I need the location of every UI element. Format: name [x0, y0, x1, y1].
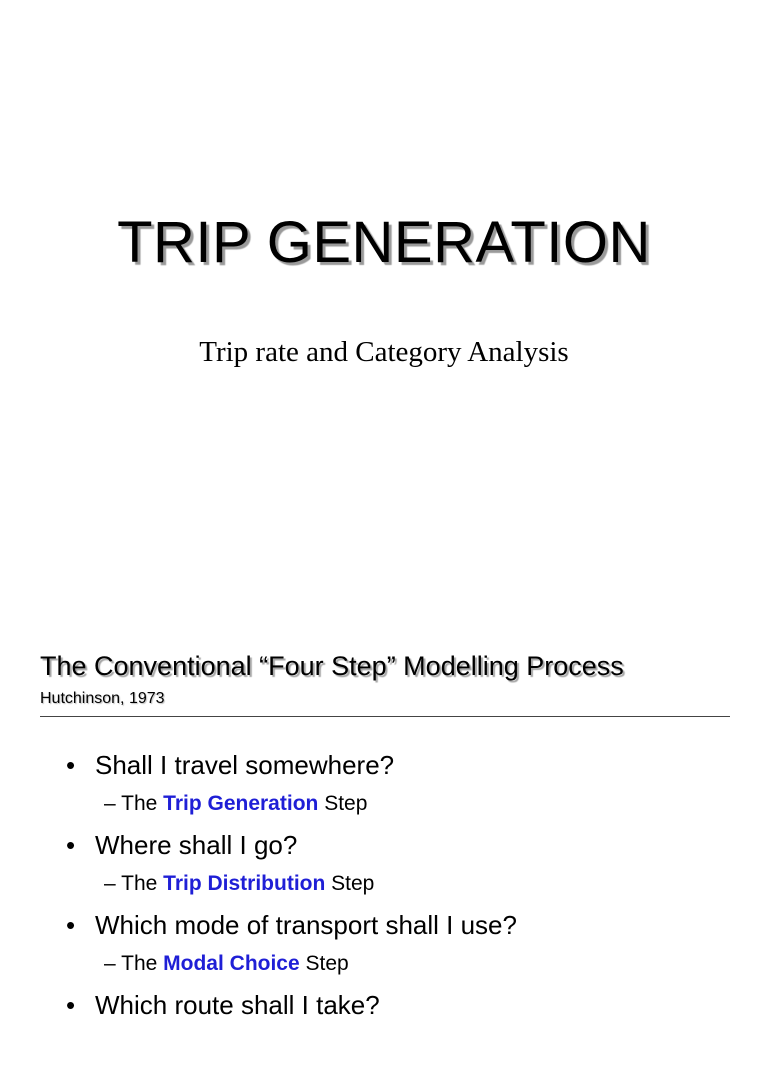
bullet-icon: •: [66, 910, 76, 940]
step-name: Trip Distribution: [163, 872, 326, 895]
step-name: Trip Generation: [163, 792, 319, 815]
step-prefix: – The: [104, 872, 164, 895]
list-item: [0, 826, 768, 906]
section-author: Hutchinson, 1973: [40, 690, 165, 707]
list-item: [0, 746, 768, 826]
step-prefix: – The: [104, 952, 164, 975]
step-prefix: – The: [104, 792, 164, 815]
question-text: Where shall I go?: [95, 830, 298, 860]
question-text: Which mode of transport shall I use?: [95, 910, 517, 940]
section-title: The Conventional “Four Step” Modelling Process: [40, 651, 624, 681]
step-line: [104, 790, 367, 818]
slide-title: TRIP GENERATION: [117, 210, 651, 275]
slide-subtitle: Trip rate and Category Analysis: [199, 336, 569, 368]
step-list: [0, 746, 768, 1066]
step-suffix: Step: [318, 792, 368, 815]
question-text: Shall I travel somewhere?: [95, 750, 395, 780]
bullet-icon: •: [66, 830, 76, 860]
step-line: [104, 870, 374, 898]
title-divider: [40, 716, 730, 717]
list-item: [0, 906, 768, 986]
step-suffix: Step: [325, 872, 375, 895]
bullet-icon: •: [66, 990, 76, 1020]
question-text: Which route shall I take?: [95, 990, 380, 1020]
bullet-icon: •: [66, 750, 76, 780]
step-name: Modal Choice: [163, 952, 300, 975]
list-item: [0, 986, 768, 1066]
four-step-slide: [0, 600, 768, 1024]
step-line: [104, 950, 349, 978]
step-suffix: Step: [299, 952, 349, 975]
